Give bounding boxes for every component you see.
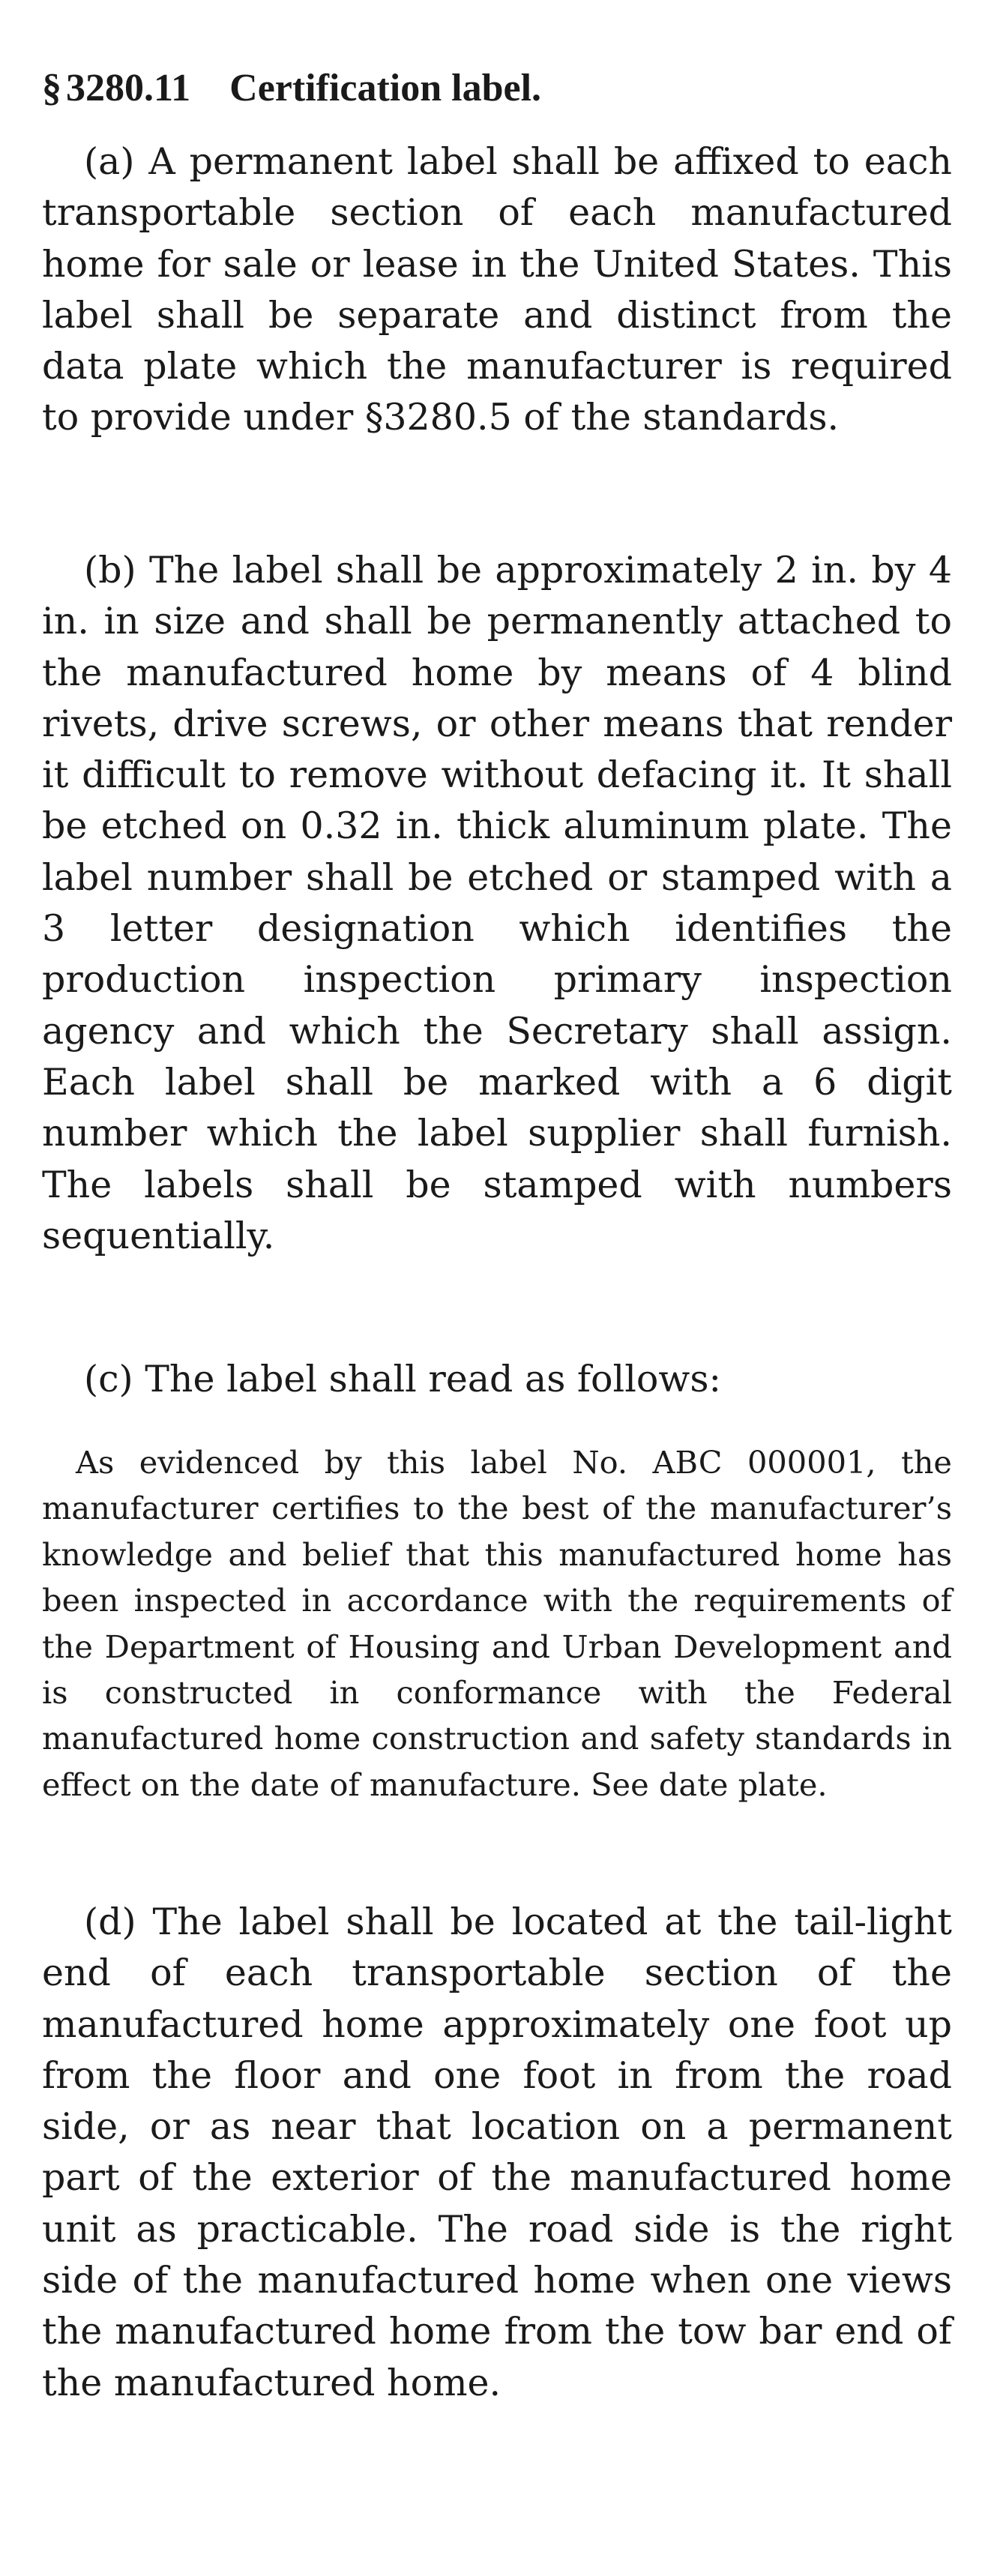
paragraph-b: (b) The label shall be approximately 2 in. by 4 in. in size and shall be permanently attached to the manufactured home by means of 4 blind rivets, drive screws, or other means that render it difficult to remove without defacing it. It shall be etched on 0.32 in. thick aluminum plate. The label number shall be etched or stamped with a 3 letter designation which identifies the production inspection primary inspection agency and which the Secretary shall assign. Each label shall be marked with a 6 digit number which the label supplier shall furnish. The labels shall be stamped with numbers sequentially. [42,549,952,1257]
section-heading [42,66,952,111]
section-symbol: § [42,67,61,109]
paragraph-c: (c) The label shall read as follows: [84,1358,721,1400]
section-title: Certification label. [229,67,542,109]
section-number: 3280.11 [66,67,191,109]
paragraph-a: (a) A permanent label shall be affixed to each transportable section of each manufactured home for sale or lease in the United States. This label shall be separate and distinct from the data plate which the manufacturer is required to provide under §3280.5 of the standards. [42,140,952,439]
label-text-block: As evidenced by this label No. ABC 000001, the manufacturer certifies to the best of the manufacturer’s knowledge and belief that this manufactured home has been inspected in accordance with the requirements of the Department of Housing and Urban Development and is constructed in conformance with the Federal manufactured home construction and safety standards in effect on the date of manufacture. See date plate. [42,1444,952,1803]
paragraph-d: (d) The label shall be located at the tail-light end of each transportable section of the manufactured home approximately one foot up from the floor and one foot in from the road side, or as near that location on a permanent part of the exterior of the manufactured home unit as practicable. The road side is the right side of the manufactured home when one views the manufactured home from the tow bar end of the manufactured home. [42,1901,952,2404]
